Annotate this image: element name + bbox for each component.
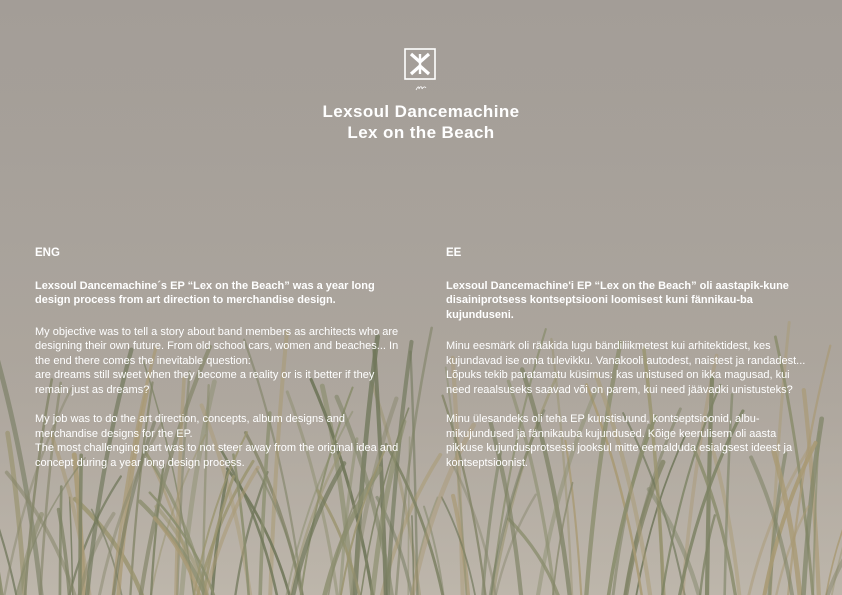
language-label-eng: ENG	[35, 247, 60, 259]
estonian-column	[446, 246, 816, 485]
page-title-ep: Lex on the Beach	[347, 123, 495, 142]
estonian-paragraph-job: Minu ülesandeks oli teha EP kunstisuund, kontseptsioonid, albu-mikujundused ja fännikauba kujundused. Kõige keerulisem oli aasta pikkuse kujundusprotsessi jooksul mitte eemalduda esialgsest ideest ja kontseptsioonist.	[446, 413, 793, 469]
signature-icon	[415, 84, 427, 92]
lexsoul-logo-icon	[404, 48, 436, 80]
english-column	[35, 246, 405, 485]
english-lead: Lexsoul Dancemachine´s EP “Lex on the Beach” was a year long design process from art direction to merchandise design.	[35, 279, 375, 306]
logo	[404, 48, 438, 94]
english-paragraph-objective: My objective was to tell a story about band members as architects who are designing their own future. From old school cars, women and beaches... In the end there comes the inevitable question: are dreams still sweet when they become a reality or is it better if they remain just as dreams?	[35, 325, 399, 396]
language-label-ee: EE	[446, 247, 462, 259]
english-paragraph-job: My job was to do the art direction, concepts, album designs and merchandise designs for the EP. The most challenging part was to not steer away from the original idea and concept during a year long design process.	[35, 413, 399, 469]
grass-blade	[0, 393, 2, 595]
estonian-lead: Lexsoul Dancemachine'i EP “Lex on the Beach” oli aastapik-kune disainiprotsess kontseptsiooni loomisest kuni fännikau-ba kujunduseni.	[446, 279, 789, 321]
grass-blade	[60, 487, 61, 595]
estonian-paragraph-objective: Minu eesmärk oli rääkida lugu bändiliikmetest kui arhitektidest, kes kujundavad ise oma tulevikku. Vanakooli autodest, naistest ja randadest... Lõpuks tekib paratamatu küsimus: kas unistused on ikka magusad, kui need reaalsuseks saavad või on parem, kui need jäävadki unistusteks?	[446, 340, 806, 396]
page-title-artist: Lexsoul Dancemachine	[322, 102, 520, 121]
